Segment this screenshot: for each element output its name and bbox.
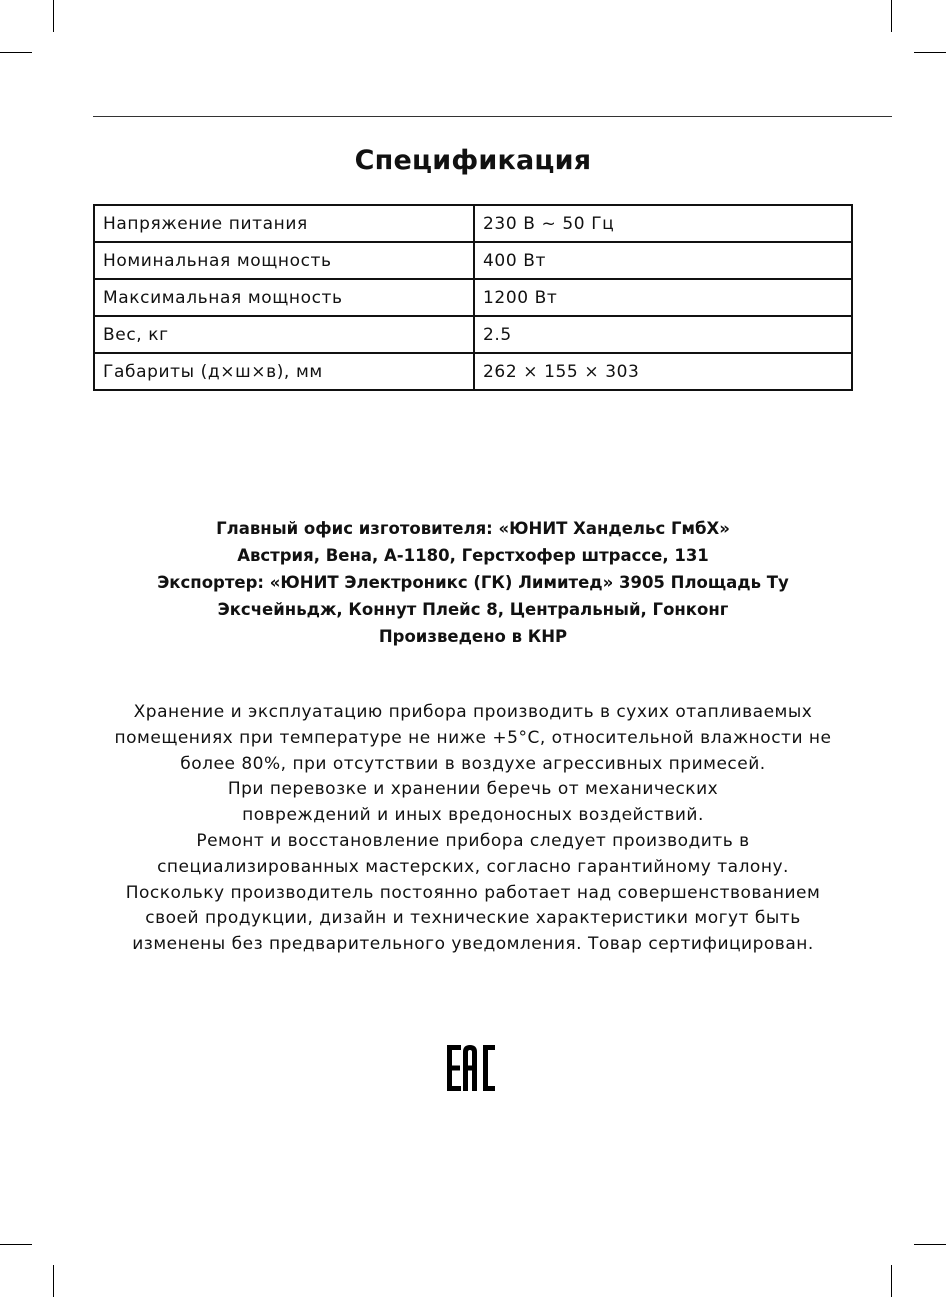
spec-label: Максимальная мощность [94,279,474,316]
table-row [94,353,852,390]
notes-line: более 80%, при отсутствии в воздухе агрессивных примесей. [180,753,766,774]
spec-label: Номинальная мощность [94,242,474,279]
notes-line: изменены без предварительного уведомления. Товар сертифицирован. [132,934,814,955]
header-divider [93,116,892,117]
storage-notes [0,700,946,958]
crop-mark-bottom-right-horizontal [914,1244,946,1245]
spec-label: Вес, кг [94,316,474,353]
spec-label: Напряжение питания [94,205,474,242]
crop-mark-top-right-vertical [891,0,892,32]
page-title: Спецификация [354,145,592,176]
spec-value: 400 Вт [474,242,852,279]
notes-line: повреждений и иных вредоносных воздействий. [242,805,704,826]
spec-value: 1200 Вт [474,279,852,316]
spec-value: 230 В ~ 50 Гц [474,205,852,242]
manufacturer-line: Австрия, Вена, A-1180, Герстхофер штрассе, 131 [237,546,709,565]
eac-mark-icon [446,1045,498,1091]
manufacturer-line: Экспортер: «ЮНИТ Электроникс (ГК) Лимитед» 3905 Площадь Ту [157,573,789,592]
crop-mark-top-right-horizontal [914,52,946,53]
notes-line: помещениях при температуре не ниже +5°С, относительной влажности не [114,727,832,748]
crop-mark-top-left-horizontal [0,52,32,53]
manufacturer-line: Эксчейньдж, Коннут Плейс 8, Центральный, Гонконг [217,600,729,619]
notes-line: Поскольку производитель постоянно работает над совершенствованием [125,882,821,903]
crop-mark-bottom-right-vertical [891,1265,892,1297]
table-row [94,242,852,279]
manufacturer-line: Главный офис изготовителя: «ЮНИТ Хандельс ГмбХ» [216,519,730,538]
notes-line: Хранение и эксплуатацию прибора производить в сухих отапливаемых [133,702,813,722]
spec-value: 2.5 [474,316,852,353]
manufacturer-line: Произведено в КНР [378,627,568,646]
notes-line: Ремонт и восстановление прибора следует производить в [196,830,750,851]
notes-line: При перевозке и хранении беречь от механических [227,779,719,800]
crop-mark-bottom-left-horizontal [0,1244,32,1245]
specification-table [93,204,853,391]
spec-value: 262 × 155 × 303 [474,353,852,390]
table-row [94,205,852,242]
table-row [94,316,852,353]
spec-label: Габариты (д×ш×в), мм [94,353,474,390]
notes-line: своей продукции, дизайн и технические характеристики могут быть [145,908,801,929]
manufacturer-info [0,515,946,650]
table-row [94,279,852,316]
crop-mark-top-left-vertical [53,0,54,32]
notes-line: специализированных мастерских, согласно гарантийному талону. [157,856,789,877]
crop-mark-bottom-left-vertical [53,1265,54,1297]
